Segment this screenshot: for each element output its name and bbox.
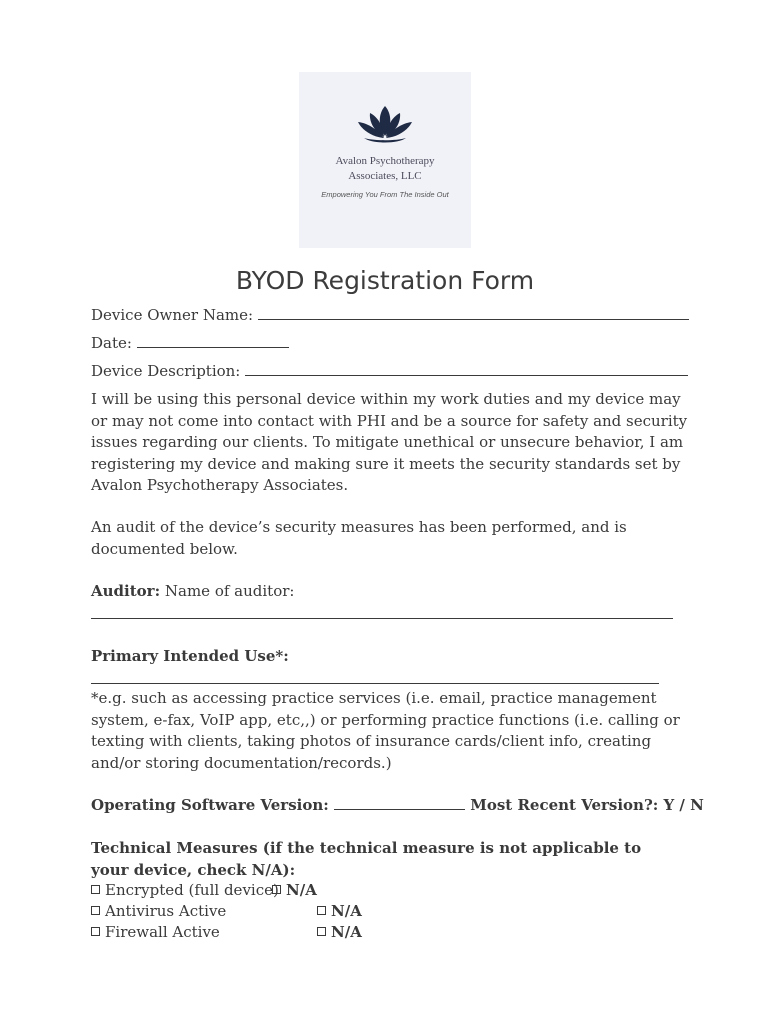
antivirus-label: Antivirus Active xyxy=(105,902,227,920)
most-recent-label: Most Recent Version?: Y / N xyxy=(470,796,704,814)
device-description-row xyxy=(91,361,688,382)
lotus-icon xyxy=(356,104,414,146)
encrypted-na-checkbox[interactable] xyxy=(272,885,281,894)
antivirus-na-checkbox[interactable] xyxy=(317,906,326,915)
technical-heading: Technical Measures (if the technical measure is not applicable to your device, check N/A): xyxy=(91,839,642,879)
tech-item-antivirus xyxy=(91,901,226,922)
owner-name-row xyxy=(91,305,689,326)
intended-use-label: Primary Intended Use*: xyxy=(91,647,289,665)
auditor-name-label: Name of auditor: xyxy=(164,582,295,600)
firewall-label: Firewall Active xyxy=(105,923,220,941)
os-row xyxy=(91,795,704,816)
intended-use-field[interactable] xyxy=(91,669,659,684)
device-description-label: Device Description: xyxy=(91,362,241,380)
owner-name-field[interactable] xyxy=(258,305,689,320)
os-label: Operating Software Version: xyxy=(91,796,329,814)
date-row xyxy=(91,333,289,354)
date-field[interactable] xyxy=(137,333,289,348)
logo-name-line2: Associates, LLC xyxy=(348,170,422,182)
date-label: Date: xyxy=(91,334,132,352)
antivirus-na-label: N/A xyxy=(331,902,362,920)
auditor-name-field[interactable] xyxy=(91,604,673,619)
encrypted-na-label: N/A xyxy=(286,881,317,899)
antivirus-na xyxy=(317,901,362,922)
page-title: BYOD Registration Form xyxy=(235,266,535,295)
audit-note: An audit of the device’s security measures has been performed, and is documented below. xyxy=(91,518,627,558)
firewall-na-checkbox[interactable] xyxy=(317,927,326,936)
os-version-field[interactable] xyxy=(334,795,465,810)
auditor-label: Auditor: xyxy=(91,582,161,600)
encrypted-na xyxy=(272,880,317,901)
logo-name-line1: Avalon Psychotherapy xyxy=(335,155,435,167)
tech-item-encrypted xyxy=(91,880,279,901)
firewall-checkbox[interactable] xyxy=(91,927,100,936)
company-logo xyxy=(299,72,471,248)
device-description-field[interactable] xyxy=(245,361,688,376)
auditor-row xyxy=(91,581,294,602)
logo-tagline: Empowering You From The Inside Out xyxy=(321,190,449,199)
encrypted-label: Encrypted (full device) xyxy=(105,881,279,899)
statement-paragraph: I will be using this personal device within my work duties and my device may or may not come into contact with PHI and be a source for safety and security issues regarding our clients. To mitigate unethical or unsecure behavior, I am registering my device and making sure it meets the security standards set by Avalon Psychotherapy Associates. xyxy=(91,390,688,494)
antivirus-checkbox[interactable] xyxy=(91,906,100,915)
firewall-na xyxy=(317,922,362,943)
encrypted-checkbox[interactable] xyxy=(91,885,100,894)
tech-item-firewall xyxy=(91,922,220,943)
intended-use-note: *e.g. such as accessing practice services (i.e. email, practice management system, e-fax, VoIP app, etc,,) or performing practice functions (i.e. calling or texting with clients, taking photos of insurance cards/client info, creating and/or storing documentation/records.) xyxy=(91,689,680,772)
owner-name-label: Device Owner Name: xyxy=(91,306,254,324)
firewall-na-label: N/A xyxy=(331,923,362,941)
